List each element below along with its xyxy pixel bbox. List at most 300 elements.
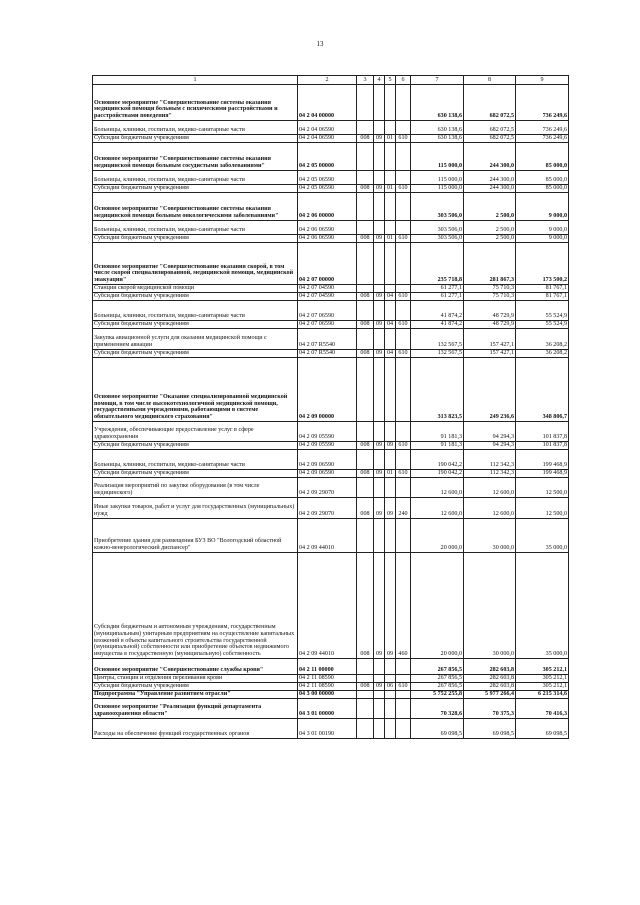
row-amount-cell: 736 249,6 [516,121,569,135]
row-expense-type-cell [396,478,411,498]
row-amount-cell: 305 212,1 [516,675,569,683]
table-row [93,691,569,699]
header-cell: 7 [411,76,464,85]
page-number: 13 [316,40,324,48]
row-subsection-cell [385,478,396,498]
row-amount-cell: 235 718,8 [411,243,464,285]
header-cell: 2 [298,76,357,85]
row-amount-cell: 132 567,5 [411,350,464,358]
row-name-cell: Больницы, клиники, госпитали, медико-санитарные части [93,221,298,235]
header-cell: 3 [357,76,374,85]
row-code-cell: 04 2 11 08590 [298,683,357,691]
row-ministry-cell: 008 [357,321,374,329]
row-amount-cell: 313 823,5 [411,358,464,422]
row-amount-cell: 199 468,9 [516,470,569,478]
row-section-cell [374,243,385,285]
row-section-cell: 09 [374,442,385,450]
row-amount-cell: 115 000,0 [411,171,464,185]
row-subsection-cell [385,699,396,719]
row-amount-cell: 305 212,1 [516,659,569,675]
row-amount-cell: 132 567,5 [411,329,464,350]
row-subsection-cell [385,358,396,422]
row-section-cell: 09 [374,683,385,691]
row-section-cell [374,143,385,171]
row-name-cell: Субсидии бюджетным учреждениям [93,470,298,478]
row-name-cell: Основное мероприятие "Совершенствование системы оказания медицинской помощи больным сосудистыми заболеваниями" [93,143,298,171]
budget-table-body [93,76,569,739]
row-name-cell: Субсидии бюджетным учреждениям [93,185,298,193]
row-amount-cell: 303 506,0 [411,193,464,221]
row-section-cell [374,659,385,675]
row-amount-cell: 199 468,9 [516,450,569,470]
row-name-cell: Субсидии бюджетным и автономным учреждениям, государственным (муниципальным) унитарным предприятиям на осуществление капитальных вложений в объекты капитального строительства государственной (муниципальной) собственности или приобретение объектов недвижимого имущества в государственную (муниципальную) собственность [93,553,298,659]
row-amount-cell: 303 506,0 [411,235,464,243]
row-amount-cell: 282 603,8 [464,659,516,675]
row-ministry-cell [357,519,374,553]
row-amount-cell: 94 294,3 [464,442,516,450]
row-section-cell: 09 [374,293,385,301]
row-subsection-cell [385,450,396,470]
row-subsection-cell: 01 [385,185,396,193]
row-amount-cell: 69 098,5 [464,719,516,739]
row-subsection-cell: 06 [385,683,396,691]
row-name-cell: Основное мероприятие "Совершенствование оказания скорой, в том числе скорой специализированной, медицинской помощи, медицинской эвакуации" [93,243,298,285]
row-amount-cell: 6 215 314,6 [516,691,569,699]
row-amount-cell: 94 294,3 [464,422,516,442]
row-name-cell: Больницы, клиники, госпитали, медико-санитарные части [93,450,298,470]
row-amount-cell: 55 524,9 [516,321,569,329]
row-code-cell: 04 2 09 44010 [298,553,357,659]
row-amount-cell: 12 600,0 [411,478,464,498]
table-row [93,301,569,321]
row-amount-cell: 85 000,0 [516,171,569,185]
row-subsection-cell: 04 [385,293,396,301]
row-code-cell: 04 2 07 04590 [298,293,357,301]
header-cell: 9 [516,76,569,85]
row-ministry-cell [357,675,374,683]
row-expense-type-cell: 610 [396,683,411,691]
row-expense-type-cell [396,519,411,553]
row-section-cell [374,719,385,739]
row-expense-type-cell: 610 [396,350,411,358]
table-row [93,329,569,350]
row-amount-cell: 5 977 266,4 [464,691,516,699]
row-ministry-cell [357,478,374,498]
header-cell: 1 [93,76,298,85]
table-row [93,143,569,171]
row-amount-cell: 736 249,6 [516,135,569,143]
row-subsection-cell: 04 [385,350,396,358]
row-subsection-cell: 01 [385,135,396,143]
row-code-cell: 04 2 11 00000 [298,659,357,675]
row-expense-type-cell [396,243,411,285]
row-subsection-cell [385,659,396,675]
row-ministry-cell [357,301,374,321]
row-subsection-cell [385,519,396,553]
row-code-cell: 04 2 11 08590 [298,675,357,683]
table-row [93,193,569,221]
row-amount-cell: 303 506,0 [411,221,464,235]
row-amount-cell: 2 500,0 [464,193,516,221]
row-amount-cell: 30 000,0 [464,553,516,659]
row-amount-cell: 41 874,2 [411,321,464,329]
row-ministry-cell [357,719,374,739]
row-section-cell [374,329,385,350]
header-cell: 8 [464,76,516,85]
row-code-cell: 04 2 09 06590 [298,470,357,478]
row-name-cell: Реализация мероприятий по закупке оборудования (в том числе медицинского) [93,478,298,498]
row-ministry-cell: 008 [357,235,374,243]
table-row [93,659,569,675]
row-ministry-cell: 008 [357,293,374,301]
row-name-cell: Иные закупки товаров, работ и услуг для государственных (муниципальных) нужд [93,498,298,519]
row-amount-cell: 630 138,6 [411,85,464,121]
row-code-cell: 04 2 09 05590 [298,422,357,442]
row-code-cell: 04 2 06 06590 [298,221,357,235]
row-code-cell: 04 3 01 00000 [298,699,357,719]
row-name-cell: Субсидии бюджетным учреждениям [93,683,298,691]
row-section-cell [374,478,385,498]
row-name-cell: Больницы, клиники, госпитали, медико-санитарные части [93,171,298,185]
row-code-cell: 04 2 04 06590 [298,135,357,143]
row-amount-cell: 85 000,0 [516,143,569,171]
row-amount-cell: 267 856,5 [411,683,464,691]
row-name-cell: Основное мероприятие "Совершенствование службы крови" [93,659,298,675]
row-name-cell: Субсидии бюджетным учреждениям [93,235,298,243]
row-amount-cell: 115 000,0 [411,185,464,193]
row-expense-type-cell [396,285,411,293]
row-expense-type-cell: 610 [396,235,411,243]
row-ministry-cell: 008 [357,350,374,358]
row-amount-cell: 112 342,3 [464,470,516,478]
row-subsection-cell [385,301,396,321]
row-subsection-cell [385,243,396,285]
row-expense-type-cell [396,358,411,422]
row-amount-cell: 12 600,0 [464,478,516,498]
row-section-cell [374,285,385,293]
row-name-cell: Основное мероприятие "Совершенствование системы оказания медицинской помощи больным онкологическими заболеваниями" [93,193,298,221]
table-row [93,675,569,683]
row-expense-type-cell [396,301,411,321]
row-expense-type-cell [396,193,411,221]
row-code-cell: 04 3 01 00190 [298,719,357,739]
row-name-cell: Больницы, клиники, госпитали, медико-санитарные части [93,301,298,321]
table-row [93,478,569,498]
row-code-cell: 04 2 04 00000 [298,85,357,121]
row-expense-type-cell: 610 [396,321,411,329]
table-row [93,321,569,329]
row-section-cell: 09 [374,498,385,519]
row-amount-cell: 112 342,3 [464,450,516,470]
row-expense-type-cell: 240 [396,498,411,519]
row-expense-type-cell: 460 [396,553,411,659]
row-ministry-cell [357,358,374,422]
row-code-cell: 04 2 09 06590 [298,450,357,470]
row-amount-cell: 20 000,0 [411,519,464,553]
header-cell: 4 [374,76,385,85]
row-name-cell: Субсидии бюджетным учреждениям [93,293,298,301]
row-ministry-cell [357,243,374,285]
row-subsection-cell [385,121,396,135]
row-section-cell [374,358,385,422]
row-amount-cell: 115 000,0 [411,143,464,171]
row-expense-type-cell [396,121,411,135]
row-section-cell [374,85,385,121]
row-name-cell: Субсидии бюджетным учреждениям [93,350,298,358]
row-amount-cell: 244 300,0 [464,171,516,185]
row-expense-type-cell [396,699,411,719]
row-name-cell: Больницы, клиники, госпитали, медико-санитарные части [93,121,298,135]
row-section-cell: 09 [374,135,385,143]
row-expense-type-cell [396,659,411,675]
row-amount-cell: 5 752 255,8 [411,691,464,699]
table-row [93,699,569,719]
row-expense-type-cell: 610 [396,185,411,193]
row-amount-cell: 190 042,2 [411,450,464,470]
row-ministry-cell [357,691,374,699]
row-amount-cell: 41 874,2 [411,301,464,321]
row-ministry-cell [357,171,374,185]
row-section-cell: 09 [374,470,385,478]
row-name-cell: Субсидии бюджетным учреждениям [93,442,298,450]
row-expense-type-cell: 610 [396,135,411,143]
row-ministry-cell [357,221,374,235]
row-amount-cell: 91 181,3 [411,422,464,442]
row-name-cell: Основное мероприятие "Оказание специализированной медицинской помощи, в том числе высокотехнологичной медицинской помощи, государственными учреждениями, работающими в системе обязательного медицинского страхования" [93,358,298,422]
row-subsection-cell: 01 [385,470,396,478]
row-ministry-cell [357,143,374,171]
row-code-cell: 04 2 05 00000 [298,143,357,171]
table-row [93,243,569,285]
row-section-cell: 09 [374,185,385,193]
table-header-row [93,76,569,85]
row-name-cell: Основное мероприятие "Реализация функций департамента здравоохранения области" [93,699,298,719]
row-ministry-cell: 008 [357,135,374,143]
row-amount-cell: 282 603,8 [464,683,516,691]
row-amount-cell: 36 208,2 [516,350,569,358]
row-amount-cell: 2 500,0 [464,235,516,243]
table-row [93,171,569,185]
row-amount-cell: 12 600,0 [411,498,464,519]
row-name-cell: Субсидии бюджетным учреждениям [93,321,298,329]
row-amount-cell: 682 072,5 [464,85,516,121]
row-expense-type-cell [396,422,411,442]
row-name-cell: Расходы на обеспечение функций государственных органов [93,719,298,739]
table-row [93,121,569,135]
row-code-cell: 04 2 07 04590 [298,285,357,293]
row-section-cell [374,699,385,719]
row-amount-cell: 682 072,5 [464,121,516,135]
row-section-cell: 09 [374,321,385,329]
row-name-cell: Учреждения, обеспечивающие предоставление услуг в сфере здравоохранения [93,422,298,442]
row-amount-cell: 267 856,5 [411,659,464,675]
row-section-cell [374,301,385,321]
table-row [93,221,569,235]
row-ministry-cell: 008 [357,553,374,659]
row-subsection-cell [385,422,396,442]
row-amount-cell: 35 000,0 [516,553,569,659]
row-subsection-cell: 04 [385,321,396,329]
row-amount-cell: 12 500,0 [516,478,569,498]
row-subsection-cell [385,85,396,121]
row-amount-cell: 9 000,0 [516,235,569,243]
row-amount-cell: 173 500,2 [516,243,569,285]
row-amount-cell: 282 603,8 [464,675,516,683]
row-name-cell: Основное мероприятие "Совершенствование системы оказания медицинской помощи больным с психическими расстройствами и расстройствами поведения" [93,85,298,121]
header-cell: 5 [385,76,396,85]
table-row [93,470,569,478]
row-ministry-cell [357,121,374,135]
row-code-cell: 04 2 09 44010 [298,519,357,553]
table-row [93,285,569,293]
row-amount-cell: 736 249,6 [516,85,569,121]
row-code-cell: 04 3 00 00000 [298,691,357,699]
table-row [93,422,569,442]
row-amount-cell: 101 837,8 [516,442,569,450]
row-subsection-cell [385,171,396,185]
row-subsection-cell [385,329,396,350]
row-amount-cell: 9 000,0 [516,221,569,235]
row-ministry-cell: 008 [357,470,374,478]
row-section-cell: 09 [374,553,385,659]
row-amount-cell: 630 138,6 [411,135,464,143]
row-code-cell: 04 2 09 05590 [298,442,357,450]
row-expense-type-cell: 610 [396,442,411,450]
row-ministry-cell: 008 [357,683,374,691]
table-row [93,358,569,422]
row-ministry-cell: 008 [357,185,374,193]
row-code-cell: 04 2 09 29070 [298,498,357,519]
row-amount-cell: 48 729,9 [464,301,516,321]
table-row [93,719,569,739]
budget-table [92,75,569,739]
row-name-cell: Подпрограмма "Управление развитием отрасли" [93,691,298,699]
row-code-cell: 04 2 07 06590 [298,321,357,329]
row-subsection-cell [385,285,396,293]
row-amount-cell: 61 277,1 [411,285,464,293]
row-ministry-cell [357,450,374,470]
row-amount-cell: 81 767,1 [516,293,569,301]
row-amount-cell: 48 729,9 [464,321,516,329]
row-section-cell [374,121,385,135]
row-amount-cell: 2 500,0 [464,221,516,235]
row-ministry-cell [357,699,374,719]
row-amount-cell: 70 328,6 [411,699,464,719]
row-ministry-cell [357,193,374,221]
row-section-cell [374,193,385,221]
row-code-cell: 04 2 05 06590 [298,185,357,193]
row-subsection-cell: 09 [385,442,396,450]
row-amount-cell: 157 427,1 [464,329,516,350]
row-amount-cell: 9 000,0 [516,193,569,221]
row-name-cell: Приобретение здания для размещения БУЗ ВО "Вологодский областной кожно-венерологический диспансер" [93,519,298,553]
row-amount-cell: 36 208,2 [516,329,569,350]
row-code-cell: 04 2 07 00000 [298,243,357,285]
row-section-cell: 09 [374,350,385,358]
row-subsection-cell [385,691,396,699]
table-row [93,683,569,691]
row-subsection-cell: 09 [385,498,396,519]
header-cell: 6 [396,76,411,85]
row-amount-cell: 81 767,1 [516,285,569,293]
row-ministry-cell [357,85,374,121]
row-section-cell [374,221,385,235]
row-amount-cell: 101 837,8 [516,422,569,442]
row-ministry-cell [357,285,374,293]
table-row [93,450,569,470]
row-amount-cell: 281 867,3 [464,243,516,285]
row-section-cell: 09 [374,235,385,243]
row-code-cell: 04 2 07 06590 [298,301,357,321]
row-amount-cell: 91 181,3 [411,442,464,450]
row-amount-cell: 35 000,0 [516,519,569,553]
row-section-cell [374,450,385,470]
table-row [93,135,569,143]
row-amount-cell: 70 416,3 [516,699,569,719]
row-amount-cell: 244 300,0 [464,143,516,171]
row-code-cell: 04 2 06 00000 [298,193,357,221]
row-name-cell: Субсидии бюджетным учреждениям [93,135,298,143]
row-subsection-cell: 01 [385,235,396,243]
row-ministry-cell [357,422,374,442]
row-expense-type-cell [396,675,411,683]
row-expense-type-cell: 610 [396,470,411,478]
row-ministry-cell [357,659,374,675]
row-code-cell: 04 2 07 R5540 [298,329,357,350]
row-amount-cell: 75 710,3 [464,293,516,301]
row-name-cell: Центры, станции и отделения переливания крови [93,675,298,683]
row-expense-type-cell [396,450,411,470]
row-amount-cell: 69 098,5 [411,719,464,739]
table-row [93,185,569,193]
row-amount-cell: 85 000,0 [516,185,569,193]
row-section-cell [374,171,385,185]
row-expense-type-cell [396,719,411,739]
row-expense-type-cell [396,143,411,171]
row-amount-cell: 69 098,5 [516,719,569,739]
row-ministry-cell: 008 [357,442,374,450]
row-amount-cell: 157 427,1 [464,350,516,358]
row-name-cell: Станции скорой медицинской помощи [93,285,298,293]
row-amount-cell: 682 072,5 [464,135,516,143]
row-amount-cell: 348 806,7 [516,358,569,422]
row-code-cell: 04 2 04 06590 [298,121,357,135]
table-row [93,350,569,358]
row-code-cell: 04 2 06 06590 [298,235,357,243]
row-amount-cell: 55 524,9 [516,301,569,321]
row-subsection-cell: 09 [385,553,396,659]
table-row [93,85,569,121]
row-expense-type-cell [396,329,411,350]
row-subsection-cell [385,719,396,739]
row-expense-type-cell [396,691,411,699]
row-amount-cell: 75 710,3 [464,285,516,293]
row-expense-type-cell [396,221,411,235]
row-section-cell [374,422,385,442]
row-subsection-cell [385,221,396,235]
row-amount-cell: 630 138,6 [411,121,464,135]
row-amount-cell: 267 856,5 [411,675,464,683]
row-expense-type-cell: 610 [396,293,411,301]
row-amount-cell: 20 000,0 [411,553,464,659]
row-code-cell: 04 2 07 R5540 [298,350,357,358]
row-code-cell: 04 2 05 06590 [298,171,357,185]
row-amount-cell: 190 042,2 [411,470,464,478]
table-row [93,519,569,553]
row-amount-cell: 12 600,0 [464,498,516,519]
row-amount-cell: 244 300,0 [464,185,516,193]
table-row [93,553,569,659]
